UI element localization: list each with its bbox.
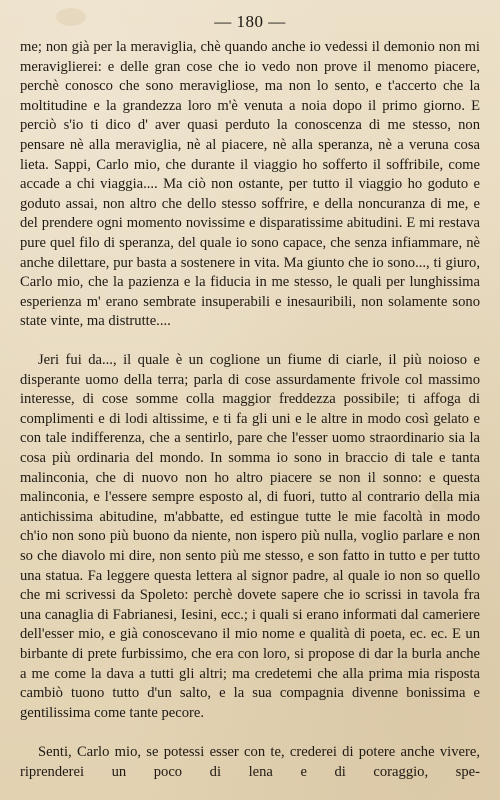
paragraph: me; non già per la meraviglia, chè quando anche io vedessi il demonio non mi meraviglierei: e delle gran cose che io vedo non prove il menomo piacere, perchè conosco che sono meravigliose, ma non lo sento, e t'accerto che la moltitudine e la grandezza loro m'è venuta a noia dopo il primo giorno. E perciò s'io ti dico d' aver quasi perduto la conoscenza di me stesso, non pensare nè alla meraviglia, nè al piacere, nè alla speranza, nè a veruna cosa lieta. Sappi, Carlo mio, che durante il viaggio ho sofferto il soffribile, come accade a chi viaggia.... Ma ciò non ostante, per tutto il viaggio ho goduto e goduto assai, non altro che dello stesso soffrire, e della noncuranza di me, e del prendere ogni momento novissime e disparatissime abitudini. E mi restava pure quel filo di speranza, del quale io sono capace, che senza infiammare, nè anche dilettare, pur basta a sostenere in vita. Ma giunto che io sono..., ti giuro, Carlo mio, che la pazienza e la fiducia in me stesso, le quali per lunghissima esperienza m' erano sembrate insuperabili e inesauribili, non solamente sono state vinte, ma distrutte.... <box>20 39 480 330</box>
body-text <box>20 38 480 782</box>
paragraph: Jeri fui da..., il quale è un coglione un fiume di ciarle, il più noioso e disperante uomo della terra; parla di cose assurdamente frivole col massimo interesse, di cose somme colla maggior freddezza possibile; ti affoga di complimenti e di lodi altissime, e ti fa gli uni e le altre in modo così gelato e con tale indifferenza, che a sentirlo, pare che l'esser uomo straordinario sia la cosa più ordinaria del mondo. In somma io sono in braccio di tale e tanta malinconia, che di nuovo non ho altro piacere se non il sonno: e questa malinconia, e l'essere sempre esposto al, di fuori, tutto al contrario della mia antichissima abitudine, m'abbatte, ed estingue tutte le mie facoltà in modo ch'io non sono più buono da niente, non ispero più nulla, voglio parlare e non so che diavolo mi dire, non sento più me stesso, e son fatto in tutto e per tutto una statua. Fa leggere questa lettera al signor padre, al quale io non so quello che mi scrivessi da Spoleto: perchè dovete sapere che io scrissi in tavola fra una canaglia di Fabrianesi, Iesini, ecc.; i quali si erano informati dal cameriere dell'esser mio, e già conoscevano il mio nome e qualità di poeta, ec. ec. E un birbante di prete furbissimo, che era con loro, si propose di dar la burla anche a me come la dava a tutti gli altri; ma credetemi che alla prima mia risposta cambiò tuono tutto d'un salto, e la sua compagnia divenne bonissima e gentilissima come tante pecore. <box>20 352 480 721</box>
page-number: — 180 — <box>214 12 286 31</box>
paragraph: Senti, Carlo mio, se potessi esser con te, crederei di potere anche vivere, riprenderei un poco di lena e di coraggio, spe- <box>20 744 480 780</box>
